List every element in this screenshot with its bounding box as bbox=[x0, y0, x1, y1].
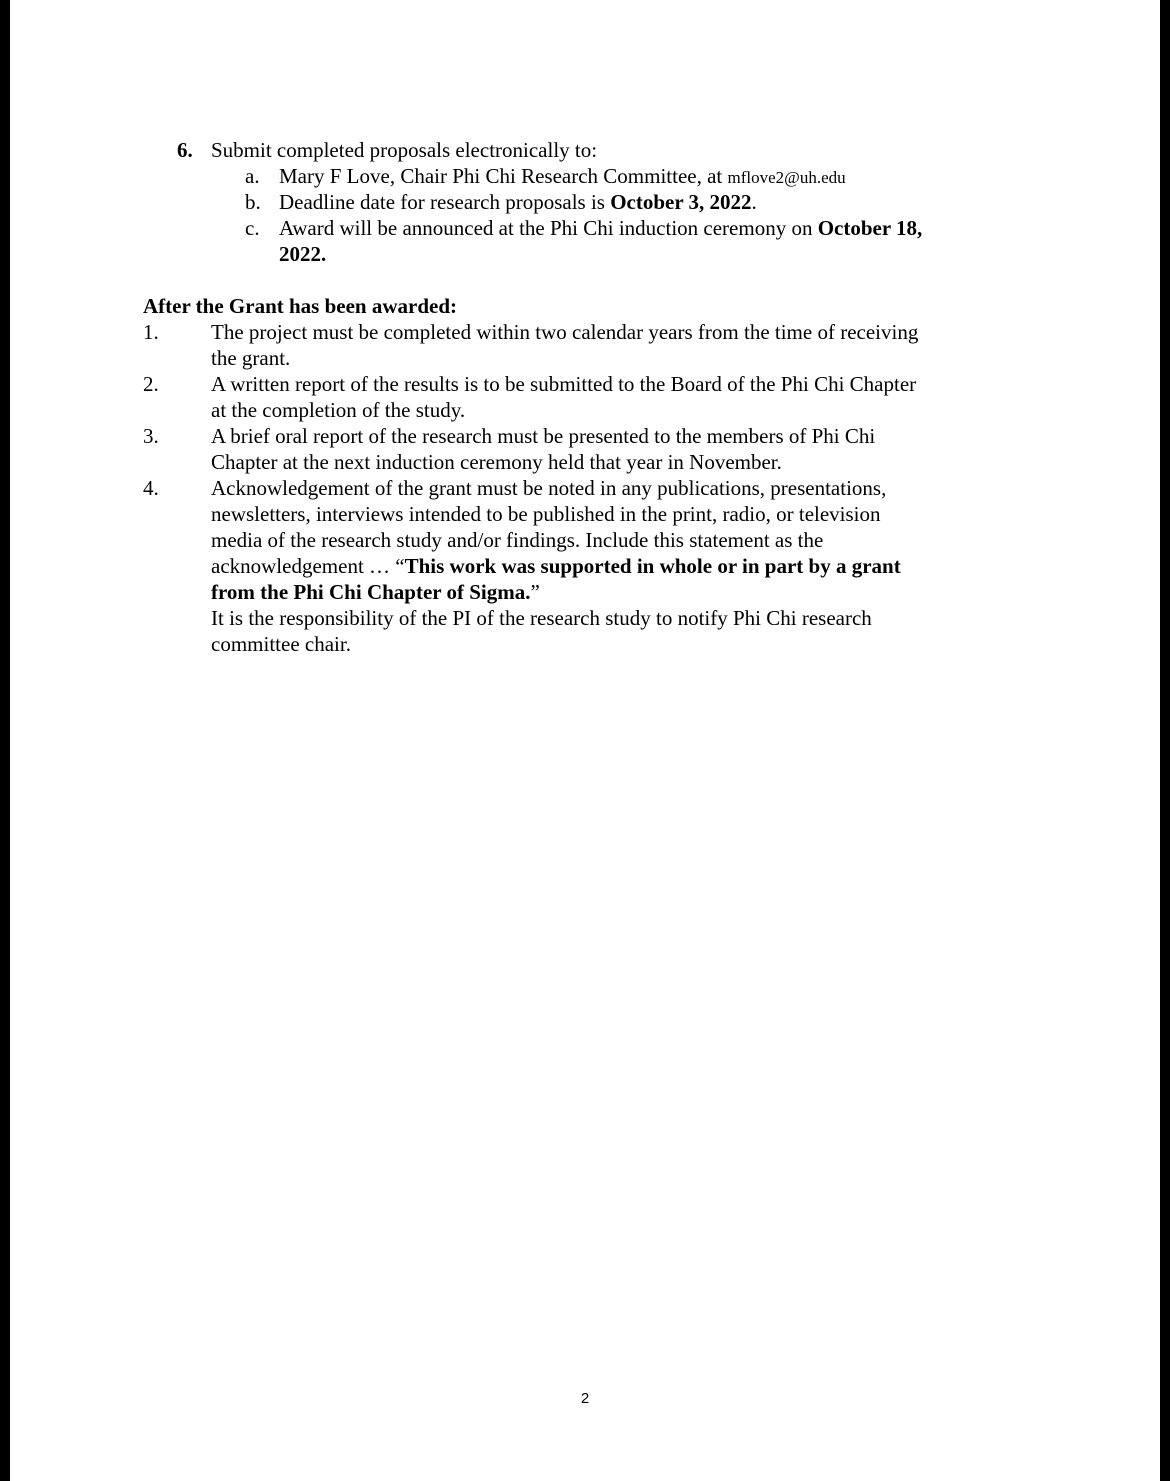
acknowledgement-statement-1: This work was supported in whole or in part by a grant bbox=[404, 554, 901, 578]
item-c-line bbox=[279, 218, 922, 239]
item-a-text: Mary F Love, Chair Phi Chi Research Committee, at bbox=[279, 164, 728, 188]
list-item-3-marker: 3. bbox=[143, 424, 159, 448]
list-item-4-line-3: media of the research study and/or findings. Include this statement as the bbox=[211, 528, 824, 552]
item-c-text: Award will be announced at the Phi Chi induction ceremony on bbox=[279, 216, 818, 240]
award-date: October 18, bbox=[817, 216, 923, 240]
responsibility-line-2: committee chair. bbox=[211, 632, 351, 656]
page-number: 2 bbox=[580, 1390, 590, 1407]
item-b-line bbox=[279, 192, 757, 213]
list-item-4-line-1: Acknowledgement of the grant must be noted in any publications, presentations, bbox=[211, 476, 887, 500]
item-b-text: Deadline date for research proposals is bbox=[279, 190, 611, 214]
list-item-2-line-2: at the completion of the study. bbox=[211, 398, 466, 422]
award-date-year: 2022. bbox=[279, 242, 327, 266]
list-item-3-line-1: A brief oral report of the research must be presented to the members of Phi Chi bbox=[211, 424, 876, 448]
after-award-heading: After the Grant has been awarded: bbox=[143, 294, 457, 318]
section-6-number: 6. bbox=[177, 138, 193, 162]
list-item-3-line-2: Chapter at the next induction ceremony held that year in November. bbox=[211, 450, 782, 474]
deadline-date: October 3, 2022 bbox=[610, 190, 752, 214]
chair-email: mflove2@uh.edu bbox=[727, 168, 846, 187]
list-item-4-line-2: newsletters, interviews intended to be published in the print, radio, or television bbox=[211, 502, 881, 526]
list-item-1-line-1: The project must be completed within two calendar years from the time of receiving bbox=[211, 320, 919, 344]
item-a-line bbox=[279, 166, 846, 187]
list-item-4-marker: 4. bbox=[143, 476, 159, 500]
list-item-1-marker: 1. bbox=[143, 320, 159, 344]
responsibility-line-1: It is the responsibility of the PI of the research study to notify Phi Chi research bbox=[211, 606, 872, 630]
item-a-marker: a. bbox=[245, 164, 260, 188]
acknowledgement-statement-2: from the Phi Chi Chapter of Sigma. bbox=[211, 580, 531, 604]
item-b-marker: b. bbox=[245, 190, 261, 214]
acknowledgement-prefix: acknowledgement … “ bbox=[211, 554, 405, 578]
list-item-2-line-1: A written report of the results is to be submitted to the Board of the Phi Chi Chapter bbox=[211, 372, 917, 396]
item-c-marker: c. bbox=[245, 216, 260, 240]
acknowledgement-line-2 bbox=[211, 582, 540, 603]
section-6-text: Submit completed proposals electronically to: bbox=[211, 138, 598, 162]
acknowledgement-line bbox=[211, 556, 901, 577]
list-item-1-line-2: the grant. bbox=[211, 346, 291, 370]
acknowledgement-close: ” bbox=[530, 580, 540, 604]
document-page bbox=[10, 0, 1160, 1481]
item-b-after: . bbox=[751, 190, 757, 214]
list-item-2-marker: 2. bbox=[143, 372, 159, 396]
